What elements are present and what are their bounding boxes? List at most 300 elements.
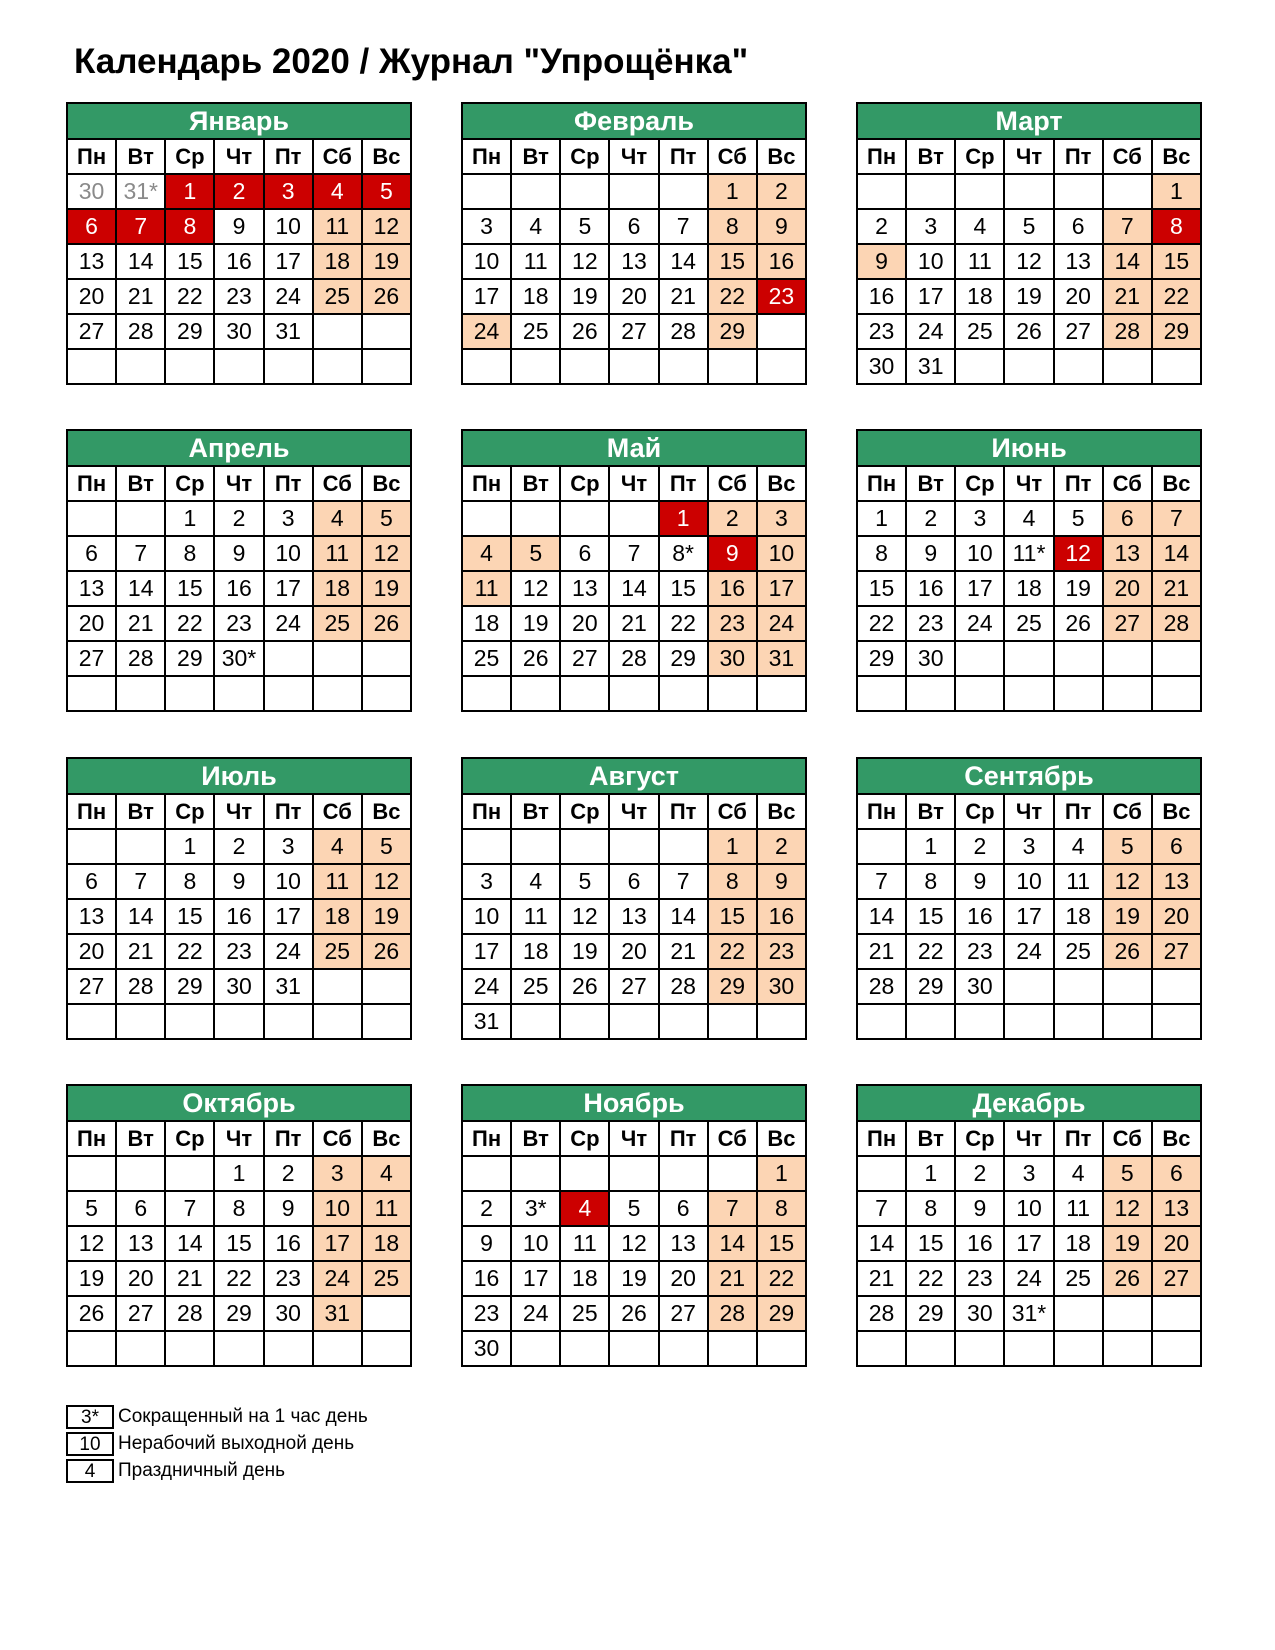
- day-cell: 13: [609, 244, 658, 279]
- weekday-header: Пн: [67, 139, 116, 174]
- day-cell: [906, 676, 955, 711]
- day-cell: [362, 1004, 411, 1039]
- day-cell: 25: [560, 1296, 609, 1331]
- day-cell: [1054, 1331, 1103, 1366]
- day-cell: [511, 676, 560, 711]
- day-cell: [857, 829, 906, 864]
- day-cell: 16: [955, 1226, 1004, 1261]
- day-cell: [313, 349, 362, 384]
- day-cell: [609, 174, 658, 209]
- day-cell: 18: [955, 279, 1004, 314]
- week-row: [857, 934, 1201, 969]
- day-cell: [462, 676, 511, 711]
- day-cell: 30: [708, 641, 757, 676]
- month-calendar: [856, 1084, 1202, 1367]
- weekday-header: Сб: [708, 1121, 757, 1156]
- day-cell: 7: [857, 1191, 906, 1226]
- week-row: [462, 1226, 806, 1261]
- weekday-header: Вс: [362, 1121, 411, 1156]
- day-cell: 31: [462, 1004, 511, 1039]
- day-cell: 1: [1152, 174, 1201, 209]
- day-cell: [1004, 349, 1053, 384]
- day-cell: [955, 349, 1004, 384]
- day-cell: 13: [67, 244, 116, 279]
- week-row: [462, 1191, 806, 1226]
- legend-sample: 4: [66, 1459, 114, 1483]
- day-cell: 19: [67, 1261, 116, 1296]
- week-row: [857, 1331, 1201, 1366]
- legend-item-holiday: [66, 1457, 368, 1484]
- day-cell: [67, 1004, 116, 1039]
- day-cell: 22: [757, 1261, 806, 1296]
- month-calendar: [66, 102, 412, 385]
- day-cell: 8: [757, 1191, 806, 1226]
- weekday-header: Вт: [116, 139, 165, 174]
- day-cell: 25: [955, 314, 1004, 349]
- day-cell: 6: [560, 536, 609, 571]
- day-cell: [1004, 174, 1053, 209]
- day-cell: [757, 676, 806, 711]
- day-cell: 25: [511, 314, 560, 349]
- day-cell: 7: [659, 864, 708, 899]
- day-cell: 14: [659, 899, 708, 934]
- weekday-header: Ср: [165, 466, 214, 501]
- day-cell: 20: [1054, 279, 1103, 314]
- day-cell: [362, 676, 411, 711]
- day-cell: 1: [165, 174, 214, 209]
- day-cell: [1103, 1296, 1152, 1331]
- week-row: [857, 1261, 1201, 1296]
- week-row: [857, 1226, 1201, 1261]
- day-cell: 12: [560, 899, 609, 934]
- legend: [66, 1403, 368, 1484]
- day-cell: 29: [708, 314, 757, 349]
- day-cell: 14: [1152, 536, 1201, 571]
- day-cell: 24: [1004, 934, 1053, 969]
- day-cell: [1103, 676, 1152, 711]
- day-cell: [857, 1156, 906, 1191]
- day-cell: 6: [116, 1191, 165, 1226]
- day-cell: 16: [214, 244, 263, 279]
- week-row: [67, 934, 411, 969]
- day-cell: 9: [214, 209, 263, 244]
- day-cell: 23: [757, 279, 806, 314]
- day-cell: [955, 641, 1004, 676]
- day-cell: 21: [116, 934, 165, 969]
- day-cell: 28: [659, 969, 708, 1004]
- day-cell: 9: [906, 536, 955, 571]
- day-cell: 3: [1004, 829, 1053, 864]
- day-cell: 18: [511, 934, 560, 969]
- day-cell: 24: [511, 1296, 560, 1331]
- day-cell: 26: [1054, 606, 1103, 641]
- day-cell: 14: [609, 571, 658, 606]
- day-cell: 10: [313, 1191, 362, 1226]
- day-cell: 4: [1004, 501, 1053, 536]
- day-cell: 7: [659, 209, 708, 244]
- day-cell: 4: [1054, 1156, 1103, 1191]
- week-row: [462, 1004, 806, 1039]
- weekday-header: Сб: [313, 1121, 362, 1156]
- weekday-header: Чт: [1004, 794, 1053, 829]
- day-cell: [906, 1331, 955, 1366]
- day-cell: 1: [757, 1156, 806, 1191]
- day-cell: 12: [1004, 244, 1053, 279]
- day-cell: [659, 174, 708, 209]
- day-cell: [116, 1156, 165, 1191]
- day-cell: 20: [67, 279, 116, 314]
- day-cell: 21: [857, 1261, 906, 1296]
- weekday-header: Пт: [659, 466, 708, 501]
- weekday-header: Пн: [857, 139, 906, 174]
- day-cell: 24: [462, 314, 511, 349]
- day-cell: 24: [313, 1261, 362, 1296]
- day-cell: 30*: [214, 641, 263, 676]
- day-cell: 20: [116, 1261, 165, 1296]
- day-cell: 26: [1103, 1261, 1152, 1296]
- day-cell: 6: [609, 209, 658, 244]
- week-row: [67, 571, 411, 606]
- day-cell: 11: [560, 1226, 609, 1261]
- day-cell: 14: [857, 899, 906, 934]
- legend-item-short-day: [66, 1403, 368, 1430]
- day-cell: [116, 829, 165, 864]
- weekday-header: Ср: [560, 1121, 609, 1156]
- weekday-header: Вт: [906, 794, 955, 829]
- day-cell: 10: [757, 536, 806, 571]
- day-cell: 20: [1152, 1226, 1201, 1261]
- day-cell: 14: [857, 1226, 906, 1261]
- day-cell: 22: [708, 279, 757, 314]
- month-name: Ноябрь: [462, 1085, 806, 1121]
- day-cell: 29: [165, 969, 214, 1004]
- day-cell: 30: [757, 969, 806, 1004]
- week-row: [67, 899, 411, 934]
- day-cell: [560, 1004, 609, 1039]
- weekday-header: Сб: [1103, 794, 1152, 829]
- day-cell: [708, 676, 757, 711]
- month-name: Май: [462, 430, 806, 466]
- day-cell: 27: [67, 969, 116, 1004]
- day-cell: [313, 969, 362, 1004]
- weekday-header: Чт: [1004, 1121, 1053, 1156]
- day-cell: [511, 174, 560, 209]
- day-cell: [757, 349, 806, 384]
- day-cell: 21: [1152, 571, 1201, 606]
- month-name: Апрель: [67, 430, 411, 466]
- day-cell: 9: [264, 1191, 313, 1226]
- day-cell: 3: [906, 209, 955, 244]
- day-cell: 3: [955, 501, 1004, 536]
- day-cell: [1152, 1331, 1201, 1366]
- day-cell: 23: [214, 606, 263, 641]
- day-cell: [116, 676, 165, 711]
- day-cell: 26: [362, 279, 411, 314]
- day-cell: 27: [1103, 606, 1152, 641]
- day-cell: 4: [362, 1156, 411, 1191]
- month-table: [66, 102, 412, 385]
- day-cell: [1152, 676, 1201, 711]
- weekday-header: Пн: [67, 1121, 116, 1156]
- day-cell: 4: [511, 864, 560, 899]
- day-cell: 25: [1054, 934, 1103, 969]
- weekday-header: Ср: [955, 466, 1004, 501]
- weekday-header: Вт: [116, 794, 165, 829]
- day-cell: 15: [857, 571, 906, 606]
- day-cell: [757, 1331, 806, 1366]
- day-cell: 5: [1004, 209, 1053, 244]
- day-cell: 27: [1152, 1261, 1201, 1296]
- day-cell: 28: [165, 1296, 214, 1331]
- day-cell: [659, 1004, 708, 1039]
- day-cell: 26: [560, 314, 609, 349]
- weekday-header: Пн: [857, 1121, 906, 1156]
- day-cell: 20: [67, 606, 116, 641]
- week-row: [857, 969, 1201, 1004]
- day-cell: 4: [511, 209, 560, 244]
- weekday-header: Чт: [609, 139, 658, 174]
- day-cell: 5: [609, 1191, 658, 1226]
- day-cell: 11: [1054, 864, 1103, 899]
- day-cell: 22: [659, 606, 708, 641]
- day-cell: 7: [1103, 209, 1152, 244]
- day-cell: 21: [659, 279, 708, 314]
- day-cell: 23: [955, 1261, 1004, 1296]
- day-cell: 29: [906, 1296, 955, 1331]
- day-cell: [214, 1004, 263, 1039]
- weekday-header: Сб: [313, 466, 362, 501]
- day-cell: [1103, 174, 1152, 209]
- weekday-header: Ср: [955, 794, 1004, 829]
- day-cell: [462, 1156, 511, 1191]
- day-cell: 9: [757, 209, 806, 244]
- day-cell: 9: [757, 864, 806, 899]
- month-calendar: [856, 429, 1202, 712]
- week-row: [857, 536, 1201, 571]
- day-cell: 10: [906, 244, 955, 279]
- day-cell: [264, 1331, 313, 1366]
- day-cell: 16: [955, 899, 1004, 934]
- day-cell: 17: [264, 899, 313, 934]
- day-cell: 5: [560, 209, 609, 244]
- week-row: [67, 864, 411, 899]
- day-cell: [362, 969, 411, 1004]
- day-cell: 15: [165, 571, 214, 606]
- week-row: [462, 314, 806, 349]
- day-cell: 17: [1004, 899, 1053, 934]
- day-cell: 8: [165, 209, 214, 244]
- weekday-header: Вт: [906, 139, 955, 174]
- month-calendar: [461, 757, 807, 1040]
- month-calendar: [461, 102, 807, 385]
- weekday-header: Пн: [462, 1121, 511, 1156]
- day-cell: [116, 1004, 165, 1039]
- day-cell: 26: [362, 606, 411, 641]
- month-table: [461, 429, 807, 712]
- weekday-header: Пт: [264, 794, 313, 829]
- day-cell: 21: [708, 1261, 757, 1296]
- day-cell: 20: [560, 606, 609, 641]
- day-cell: [362, 349, 411, 384]
- day-cell: [1054, 174, 1103, 209]
- week-row: [857, 244, 1201, 279]
- day-cell: 22: [857, 606, 906, 641]
- weekday-header: Вс: [757, 139, 806, 174]
- weekday-header: Пн: [857, 466, 906, 501]
- day-cell: 26: [67, 1296, 116, 1331]
- day-cell: [906, 1004, 955, 1039]
- day-cell: 30: [67, 174, 116, 209]
- day-cell: [1004, 1004, 1053, 1039]
- day-cell: 12: [67, 1226, 116, 1261]
- week-row: [462, 864, 806, 899]
- day-cell: 23: [708, 606, 757, 641]
- day-cell: 27: [609, 314, 658, 349]
- day-cell: 25: [362, 1261, 411, 1296]
- month-name: Январь: [67, 103, 411, 139]
- day-cell: [857, 1004, 906, 1039]
- weekday-header: Пн: [462, 139, 511, 174]
- day-cell: 30: [857, 349, 906, 384]
- day-cell: 19: [1103, 1226, 1152, 1261]
- day-cell: 23: [462, 1296, 511, 1331]
- day-cell: 12: [609, 1226, 658, 1261]
- day-cell: 15: [165, 244, 214, 279]
- day-cell: 2: [757, 829, 806, 864]
- day-cell: [1054, 969, 1103, 1004]
- day-cell: 27: [1054, 314, 1103, 349]
- day-cell: [67, 1331, 116, 1366]
- week-row: [67, 244, 411, 279]
- day-cell: 2: [264, 1156, 313, 1191]
- day-cell: 29: [659, 641, 708, 676]
- day-cell: 1: [659, 501, 708, 536]
- day-cell: 9: [708, 536, 757, 571]
- day-cell: 1: [906, 1156, 955, 1191]
- day-cell: [560, 1156, 609, 1191]
- day-cell: [1152, 969, 1201, 1004]
- day-cell: 1: [165, 501, 214, 536]
- day-cell: 17: [462, 279, 511, 314]
- day-cell: 23: [955, 934, 1004, 969]
- week-row: [857, 641, 1201, 676]
- day-cell: 2: [955, 1156, 1004, 1191]
- day-cell: 17: [462, 934, 511, 969]
- day-cell: [1054, 641, 1103, 676]
- day-cell: 8: [165, 536, 214, 571]
- week-row: [857, 606, 1201, 641]
- week-row: [462, 174, 806, 209]
- month-name: Июль: [67, 758, 411, 794]
- day-cell: 16: [857, 279, 906, 314]
- day-cell: 9: [214, 536, 263, 571]
- weekday-header: Вт: [116, 1121, 165, 1156]
- week-row: [857, 501, 1201, 536]
- day-cell: [313, 641, 362, 676]
- week-row: [462, 934, 806, 969]
- day-cell: 16: [708, 571, 757, 606]
- day-cell: 2: [857, 209, 906, 244]
- legend-label: Нерабочий выходной день: [118, 1432, 355, 1454]
- day-cell: [511, 1331, 560, 1366]
- day-cell: 3: [1004, 1156, 1053, 1191]
- day-cell: 26: [1103, 934, 1152, 969]
- day-cell: [116, 501, 165, 536]
- day-cell: [708, 1331, 757, 1366]
- week-row: [857, 209, 1201, 244]
- week-row: [857, 829, 1201, 864]
- day-cell: 12: [1103, 1191, 1152, 1226]
- day-cell: 1: [165, 829, 214, 864]
- week-row: [462, 606, 806, 641]
- day-cell: 6: [1152, 829, 1201, 864]
- day-cell: 24: [264, 934, 313, 969]
- day-cell: [264, 1004, 313, 1039]
- day-cell: 14: [1103, 244, 1152, 279]
- day-cell: 2: [462, 1191, 511, 1226]
- day-cell: [857, 676, 906, 711]
- weekday-header: Ср: [165, 1121, 214, 1156]
- day-cell: 22: [906, 934, 955, 969]
- day-cell: 2: [955, 829, 1004, 864]
- day-cell: 26: [609, 1296, 658, 1331]
- weekday-header: Вт: [511, 139, 560, 174]
- day-cell: 11: [462, 571, 511, 606]
- weekday-header: Пт: [264, 466, 313, 501]
- day-cell: [609, 1331, 658, 1366]
- day-cell: 18: [313, 244, 362, 279]
- week-row: [462, 279, 806, 314]
- weekday-header: Ср: [165, 139, 214, 174]
- week-row: [857, 314, 1201, 349]
- day-cell: 20: [1152, 899, 1201, 934]
- day-cell: [511, 1156, 560, 1191]
- day-cell: [313, 676, 362, 711]
- day-cell: 9: [955, 864, 1004, 899]
- day-cell: [609, 829, 658, 864]
- day-cell: 13: [1103, 536, 1152, 571]
- day-cell: 28: [708, 1296, 757, 1331]
- day-cell: [116, 349, 165, 384]
- weekday-header: Пн: [462, 466, 511, 501]
- day-cell: [609, 676, 658, 711]
- day-cell: 18: [560, 1261, 609, 1296]
- day-cell: 7: [857, 864, 906, 899]
- day-cell: 20: [659, 1261, 708, 1296]
- day-cell: 18: [1054, 899, 1103, 934]
- month-name: Февраль: [462, 103, 806, 139]
- day-cell: 21: [165, 1261, 214, 1296]
- month-name: Декабрь: [857, 1085, 1201, 1121]
- day-cell: [560, 174, 609, 209]
- day-cell: 31: [757, 641, 806, 676]
- day-cell: [708, 349, 757, 384]
- day-cell: 25: [1054, 1261, 1103, 1296]
- day-cell: 19: [1054, 571, 1103, 606]
- day-cell: 28: [1103, 314, 1152, 349]
- day-cell: 5: [362, 501, 411, 536]
- day-cell: 25: [313, 606, 362, 641]
- day-cell: 11: [313, 209, 362, 244]
- day-cell: [659, 676, 708, 711]
- day-cell: 31: [313, 1296, 362, 1331]
- day-cell: [955, 174, 1004, 209]
- day-cell: 27: [659, 1296, 708, 1331]
- day-cell: 28: [659, 314, 708, 349]
- day-cell: 31: [264, 314, 313, 349]
- day-cell: 19: [609, 1261, 658, 1296]
- day-cell: 25: [1004, 606, 1053, 641]
